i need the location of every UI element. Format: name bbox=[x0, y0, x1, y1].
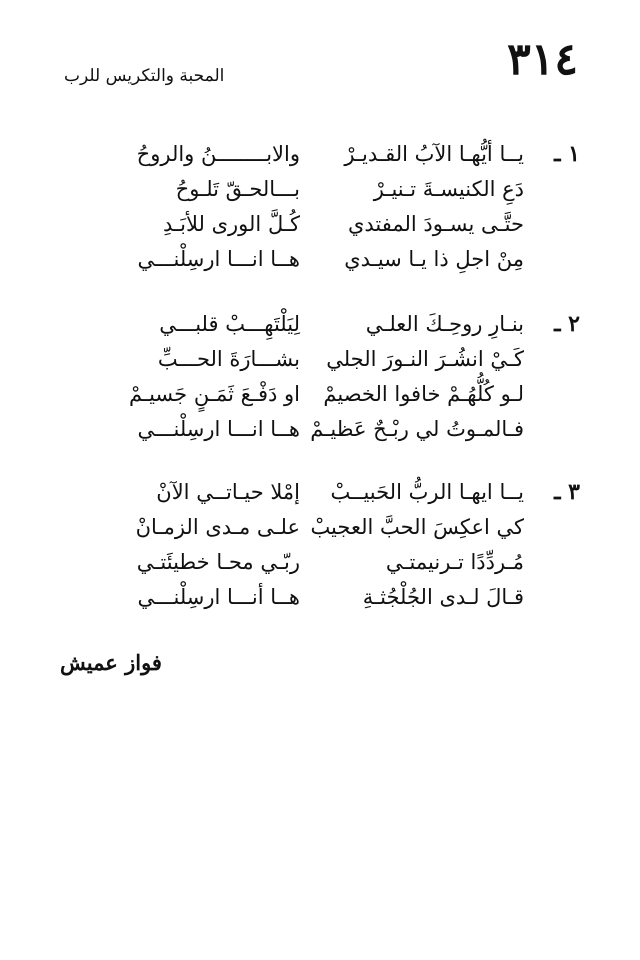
second-hemistich: كُـلَّ الورى للأبَـدِ bbox=[162, 212, 300, 236]
first-hemistich: دَعِ الكنيسـةَ تـنيـرْ bbox=[373, 177, 524, 201]
stanza-1 bbox=[60, 138, 580, 278]
first-hemistich: يــا ايهـا الربُّ الحَبيــبْ bbox=[330, 480, 524, 504]
verse-line bbox=[60, 378, 580, 413]
verse-line bbox=[60, 308, 580, 343]
first-hemistich: بنـارِ روحِـكَ العلـي bbox=[365, 312, 524, 336]
first-hemistich: مِنْ اجلِ ذا يـا سيـدي bbox=[344, 247, 524, 271]
verse-line bbox=[60, 413, 580, 448]
first-hemistich: لـو كُلُّهُـمْ خافوا الخصيمْ bbox=[323, 382, 524, 406]
running-title: المحبة والتكريس للرب bbox=[64, 66, 225, 86]
first-hemistich: فـالمـوتُ لي ربْـحٌ عَظيـمْ bbox=[310, 417, 524, 441]
second-hemistich: لِيَلْتَهِـــبْ قلبـــي bbox=[159, 312, 300, 336]
stanza-number: ٣ ـ bbox=[554, 479, 580, 505]
stanza-3 bbox=[60, 476, 580, 616]
verse-line bbox=[60, 173, 580, 208]
verse-line bbox=[60, 581, 580, 616]
first-hemistich: قـالَ لـدى الجُلْجُثـةِ bbox=[362, 585, 524, 609]
verse-line bbox=[60, 511, 580, 546]
stanza-number: ١ ـ bbox=[554, 141, 580, 167]
second-hemistich: بشـــارَةَ الحـــبِّ bbox=[157, 347, 300, 371]
second-hemistich: والابــــــــنُ والروحُ bbox=[136, 142, 300, 166]
second-hemistich: بـــالحـقّ تَلـوحُ bbox=[175, 177, 300, 201]
verse-line bbox=[60, 343, 580, 378]
verse-line bbox=[60, 138, 580, 173]
author-name: فواز عميش bbox=[60, 650, 162, 675]
first-hemistich: مُـردِّدًا تـرنيمتـي bbox=[385, 550, 524, 574]
verse-line bbox=[60, 476, 580, 511]
second-hemistich: علـى مـدى الزمـانْ bbox=[135, 515, 300, 539]
stanza-number: ٢ ـ bbox=[554, 311, 580, 337]
refrain-hemistich: هــا أنـــا ارسِلْنـــي bbox=[137, 585, 300, 609]
first-hemistich: يــا أيُّهـا الآبُ القـديـرْ bbox=[344, 142, 524, 166]
first-hemistich: كي اعكِسَ الحبَّ العجيبْ bbox=[310, 515, 524, 539]
second-hemistich: او دَفْـعَ ثَمَـنٍ جَسيـمْ bbox=[128, 382, 300, 406]
refrain-hemistich: هــا انـــا ارسِلْنـــي bbox=[137, 247, 300, 271]
refrain-hemistich: هــا انـــا ارسِلْنـــي bbox=[137, 417, 300, 441]
stanza-2 bbox=[60, 308, 580, 448]
verse-line bbox=[60, 243, 580, 278]
second-hemistich: إمْلا حيـاتــي الآنْ bbox=[156, 480, 300, 504]
first-hemistich: كَـيْ انشُـرَ النـورَ الجلي bbox=[326, 347, 524, 371]
verse-line bbox=[60, 546, 580, 581]
second-hemistich: ربّـي محـا خطيئَتـي bbox=[136, 550, 300, 574]
page-number: ٣١٤ bbox=[507, 34, 578, 85]
verse-line bbox=[60, 208, 580, 243]
first-hemistich: حتَّـى يسـودَ المفتدي bbox=[347, 212, 524, 236]
